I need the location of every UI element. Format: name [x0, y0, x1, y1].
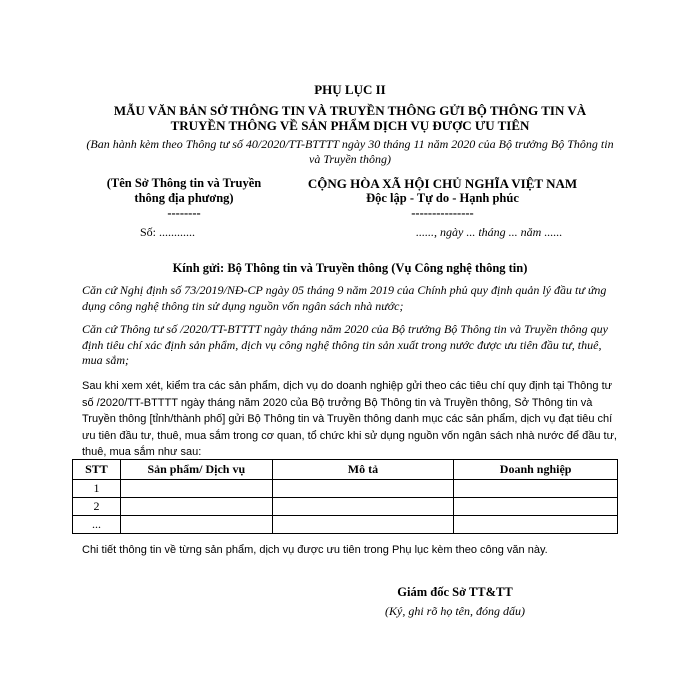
legal-basis-1: Căn cứ Nghị định số 73/2019/NĐ-CP ngày 05 tháng 9 năm 2019 của Chính phủ quy định quản lý đầu tư ứng dụng công nghệ thông tin sử dụng nguồn vốn ngân sách nhà nước; — [82, 283, 607, 313]
date-line: ......, ngày ... tháng ... năm ...... — [416, 225, 563, 239]
table-row — [73, 498, 618, 516]
national-header — [270, 176, 615, 221]
recipient-line: Kính gửi: Bộ Thông tin và Truyền thông (Vụ Công nghệ thông tin) — [172, 261, 528, 275]
document-title: MẪU VĂN BẢN SỞ THÔNG TIN VÀ TRUYỀN THÔNG GỬI BỘ THÔNG TIN VÀ TRUYỀN THÔNG VỀ SẢN PHẨM DỊCH VỤ ĐƯỢC ƯU TIÊN — [113, 103, 587, 133]
signer-title: Giám đốc Sở TT&TT — [397, 585, 513, 599]
row-description — [272, 498, 454, 516]
header-company: Doanh nghiệp — [454, 460, 618, 480]
legal-basis-2: Căn cứ Thông tư số /2020/TT-BTTTT ngày tháng năm 2020 của Bộ trưởng Bộ Thông tin và Truyền thông quy định tiêu chí xác định sản phẩm, dịch vụ công nghệ thông tin sản xuất trong nước được ưu tiên đầu tư, thuê, mua sắm; — [82, 322, 608, 367]
motto: Độc lập - Tự do - Hạnh phúc — [366, 191, 519, 205]
row-company — [454, 480, 618, 498]
nation-name: CỘNG HÒA XÃ HỘI CHỦ NGHĨA VIỆT NAM — [307, 176, 578, 191]
row-product — [120, 480, 272, 498]
row-stt: 2 — [73, 498, 121, 516]
row-product — [120, 516, 272, 534]
row-stt: ... — [73, 516, 121, 534]
header-description: Mô tả — [272, 460, 454, 480]
row-stt: 1 — [73, 480, 121, 498]
row-description — [272, 516, 454, 534]
table-row — [73, 480, 618, 498]
motto-divider: --------------- — [411, 206, 474, 220]
row-product — [120, 498, 272, 516]
body-paragraph: Sau khi xem xét, kiểm tra các sản phẩm, dịch vụ do doanh nghiệp gửi theo các tiêu chí quy định tại Thông tư số /2020/TT-BTTTT ngày tháng năm 2020 của Bộ trưởng Bộ Thông tin và Truyền thông, Sở Thông tin và Truyền thông [tỉnh/thành phố] gửi Bộ Thông tin và Truyền thông danh mục các sản phẩm, dịch vụ đạt tiêu chí ưu tiên đầu tư, thuê, mua sắm trong cơ quan, tổ chức khi sử dụng nguồn vốn ngân sách nhà nước để đầu tư, thuê, mua sắm như sau: — [82, 380, 617, 458]
document-number: Số: ............ — [140, 225, 196, 239]
agency-divider: -------- — [167, 206, 201, 220]
annex-title: PHỤ LỤC II — [314, 82, 386, 97]
row-description — [272, 480, 454, 498]
product-table — [72, 459, 618, 534]
footer-note: Chi tiết thông tin về từng sản phẩm, dịch vụ được ưu tiên trong Phụ lục kèm theo công văn này. — [82, 544, 548, 556]
header-stt: STT — [73, 460, 121, 480]
table-row — [73, 516, 618, 534]
header-product: Sản phẩm/ Dịch vụ — [120, 460, 272, 480]
agency-name: (Tên Sở Thông tin và Truyền thông địa phương) — [106, 176, 262, 205]
row-company — [454, 498, 618, 516]
table-header-row — [73, 460, 618, 480]
issued-note: (Ban hành kèm theo Thông tư số 40/2020/TT-BTTTT ngày 30 tháng 11 năm 2020 của Bộ trưởng Bộ Thông tin và Truyền thông) — [86, 137, 614, 166]
agency-block — [96, 176, 272, 221]
row-company — [454, 516, 618, 534]
signer-note: (Ký, ghi rõ họ tên, đóng dấu) — [385, 604, 525, 618]
